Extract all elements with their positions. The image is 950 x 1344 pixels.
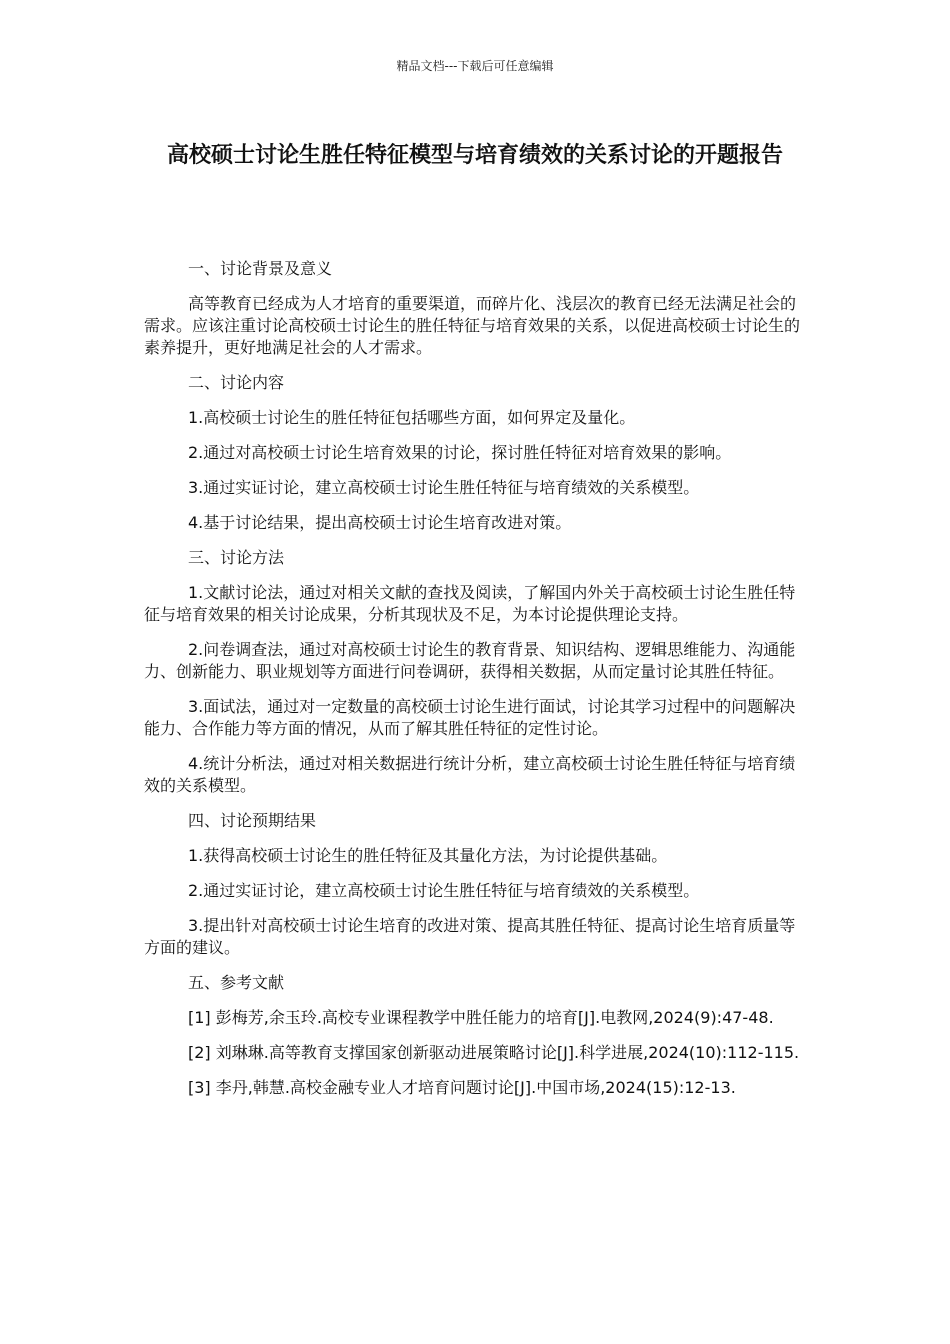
list-item: 1.获得高校硕士讨论生的胜任特征及其量化方法，为讨论提供基础。: [188, 846, 668, 865]
list-item: 2.通过实证讨论，建立高校硕士讨论生胜任特征与培育绩效的关系模型。: [188, 881, 700, 900]
list-item: 3.通过实证讨论，建立高校硕士讨论生胜任特征与培育绩效的关系模型。: [188, 478, 700, 497]
list-item: 3.提出针对高校硕士讨论生培育的改进对策、提高其胜任特征、提高讨论生培育质量等方面的建议。: [144, 916, 796, 957]
page-header: 精品文档---下载后可任意编辑: [396, 59, 554, 73]
section-heading-background: 一、讨论背景及意义: [188, 259, 333, 278]
list-item: 2.通过对高校硕士讨论生培育效果的讨论，探讨胜任特征对培育效果的影响。: [188, 443, 732, 462]
list-item: 3.面试法，通过对一定数量的高校硕士讨论生进行面试，讨论其学习过程中的问题解决能力、合作能力等方面的情况，从而了解其胜任特征的定性讨论。: [144, 697, 796, 738]
list-item: 1.高校硕士讨论生的胜任特征包括哪些方面，如何界定及量化。: [188, 408, 636, 427]
list-item: 4.统计分析法，通过对相关数据进行统计分析，建立高校硕士讨论生胜任特征与培育绩效的关系模型。: [144, 754, 796, 795]
paragraph: 高等教育已经成为人才培育的重要渠道，而碎片化、浅层次的教育已经无法满足社会的需求。应该注重讨论高校硕士讨论生的胜任特征与培育效果的关系，以促进高校硕士讨论生的素养提升，更好地满足社会的人才需求。: [144, 294, 801, 357]
reference-item: [3] 李丹,韩慧.高校金融专业人才培育问题讨论[J].中国市场,2024(15):12-13.: [188, 1078, 736, 1097]
section-heading-methods: 三、讨论方法: [188, 548, 285, 567]
list-item: 2.问卷调查法，通过对高校硕士讨论生的教育背景、知识结构、逻辑思维能力、沟通能力、创新能力、职业规划等方面进行问卷调研，获得相关数据，从而定量讨论其胜任特征。: [144, 640, 796, 681]
reference-item: [1] 彭梅芳,余玉玲.高校专业课程教学中胜任能力的培育[J].电教网,2024(9):47-48.: [188, 1008, 774, 1027]
reference-item: [2] 刘琳琳.高等教育支撑国家创新驱动进展策略讨论[J].科学进展,2024(10):112-115.: [188, 1043, 800, 1062]
section-heading-expected-results: 四、讨论预期结果: [188, 811, 317, 830]
document-title: 高校硕士讨论生胜任特征模型与培育绩效的关系讨论的开题报告: [166, 143, 783, 168]
document-body: [144, 258, 806, 1112]
section-heading-content: 二、讨论内容: [188, 373, 285, 392]
list-item: 1.文献讨论法，通过对相关文献的查找及阅读，了解国内外关于高校硕士讨论生胜任特征与培育效果的相关讨论成果，分析其现状及不足，为本讨论提供理论支持。: [144, 583, 796, 624]
section-heading-references: 五、参考文献: [188, 973, 285, 992]
list-item: 4.基于讨论结果，提出高校硕士讨论生培育改进对策。: [188, 513, 572, 532]
